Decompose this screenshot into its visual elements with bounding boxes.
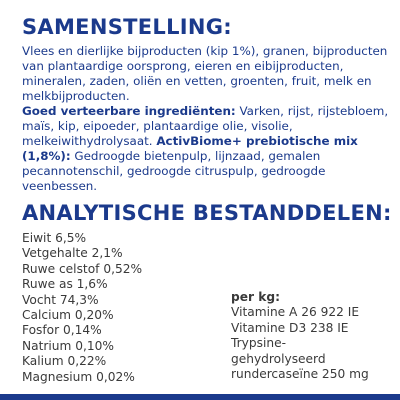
ingredients-text: Vlees en dierlijke bijproducten (kip 1%), granen, bijproducten van plantaardige oorsprong, eieren en eibijproducten, mineralen, zaden, oliën en vetten, groenten, fruit, melk en melkbijproducten.: [22, 44, 388, 103]
per-kg-block: [231, 290, 369, 382]
per-kg-line: rundercaseïne 250 mg: [231, 367, 369, 382]
composition-heading: SAMENSTELLING:: [22, 15, 232, 39]
analysis-item-ruwe-celstof: Ruwe celstof 0,52%: [22, 261, 143, 276]
analysis-item-vocht: Vocht 74,3%: [22, 292, 99, 307]
digestible-text: Varken, rijst, rijstebloem, maïs, kip, eipoeder, plantaardige olie, visolie, melkeiwithydrolysaat.: [22, 104, 389, 148]
analysis-item-magnesium: Magnesium 0,02%: [22, 369, 135, 384]
prebiotic-label: ActivBiome+ prebiotische mix (1,8%):: [22, 134, 358, 163]
analysis-item-vetgehalte: Vetgehalte 2,1%: [22, 246, 123, 261]
per-kg-line: Vitamine D3 238 IE: [231, 320, 349, 335]
analysis-item-eiwit: Eiwit 6,5%: [22, 231, 87, 245]
per-kg-line: Trypsine-: [231, 336, 286, 351]
prebiotic-text: Gedroogde bietenpulp, lijnzaad, gemalen pecannotenschil, gedroogde citruspulp, gedroogde veenbessen.: [22, 149, 326, 193]
per-kg-line: Vitamine A 26 922 IE: [231, 305, 360, 320]
analysis-item-fosfor: Fosfor 0,14%: [22, 323, 102, 338]
analysis-list: [22, 231, 142, 385]
analysis-item-kalium: Kalium 0,22%: [22, 354, 107, 369]
bottom-accent-bar: [0, 394, 400, 400]
analysis-item-natrium: Natrium 0,10%: [22, 338, 114, 353]
analysis-item-calcium: Calcium 0,20%: [22, 308, 114, 323]
composition-paragraph: [22, 44, 394, 194]
per-kg-title: per kg:: [231, 290, 280, 304]
digestible-label: Goed verteerbare ingrediënten:: [22, 104, 236, 118]
analysis-item-ruwe-as: Ruwe as 1,6%: [22, 277, 108, 292]
analysis-heading: ANALYTISCHE BESTANDDELEN:: [22, 201, 392, 225]
per-kg-line: gehydrolyseerd: [231, 351, 326, 366]
